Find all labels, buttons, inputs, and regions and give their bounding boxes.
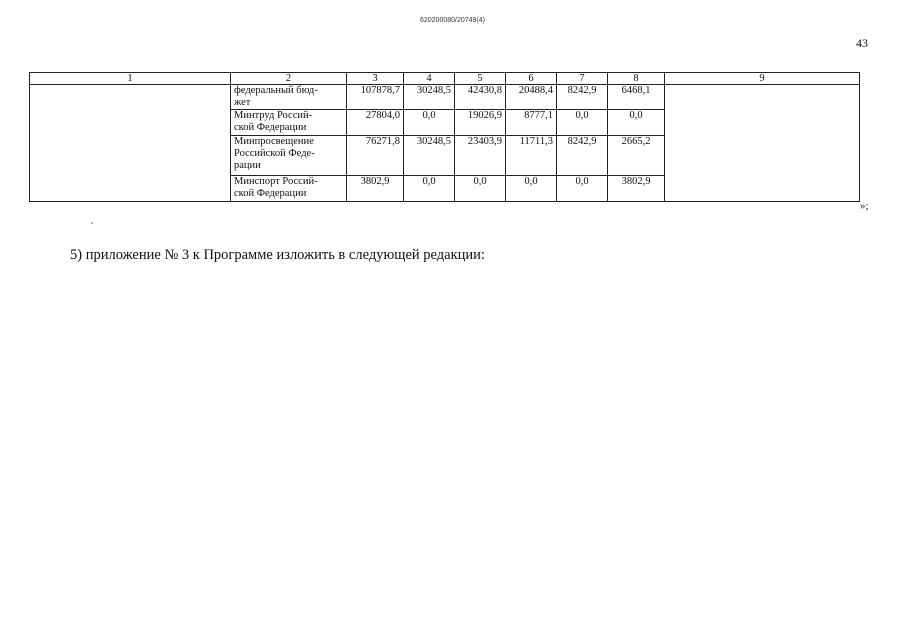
empty-cell: [665, 85, 860, 202]
value-cell: 8242,9: [557, 136, 608, 176]
header-cell: 1: [30, 73, 231, 85]
value-cell: 76271,8: [347, 136, 404, 176]
value-cell: 23403,9: [455, 136, 506, 176]
scan-speck: [91, 222, 93, 224]
row-name-cell: [231, 136, 347, 176]
value-cell: 42430,8: [455, 85, 506, 110]
value-cell: 107878,7: [347, 85, 404, 110]
value-cell: 0,0: [506, 176, 557, 202]
value-cell: 0,0: [404, 176, 455, 202]
name-line: Минтруд Россий-: [234, 110, 313, 121]
value-cell: 20488,4: [506, 85, 557, 110]
header-cell: 2: [231, 73, 347, 85]
value-cell: 6468,1: [608, 85, 665, 110]
header-cell: 5: [455, 73, 506, 85]
row-name-cell: [231, 176, 347, 202]
header-cell: 6: [506, 73, 557, 85]
item-5-paragraph: 5) приложение № 3 к Программе изложить в следующей редакции:: [70, 247, 485, 263]
header-cell: 8: [608, 73, 665, 85]
value-cell: 8242,9: [557, 85, 608, 110]
name-line: Минспорт Россий-: [234, 176, 318, 187]
value-cell: 27804,0: [347, 110, 404, 136]
header-cell: 7: [557, 73, 608, 85]
closing-quote-mark: »;: [860, 200, 869, 212]
row-name-cell: [231, 110, 347, 136]
value-cell: 8777,1: [506, 110, 557, 136]
value-cell: 2665,2: [608, 136, 665, 176]
value-cell: 0,0: [455, 176, 506, 202]
empty-cell: [30, 85, 231, 202]
value-cell: 0,0: [404, 110, 455, 136]
value-cell: 30248,5: [404, 85, 455, 110]
table-header-row: [30, 73, 860, 85]
header-cell: 9: [665, 73, 860, 85]
value-cell: 0,0: [557, 176, 608, 202]
name-line: Российской Феде-: [234, 148, 315, 159]
budget-table: [29, 72, 860, 202]
header-cell: 3: [347, 73, 404, 85]
value-cell: 0,0: [557, 110, 608, 136]
value-cell: 3802,9: [608, 176, 665, 202]
value-cell: 3802,9: [347, 176, 404, 202]
header-cell: 4: [404, 73, 455, 85]
name-line: ской Федерации: [234, 188, 307, 199]
name-line: федеральный бюд-: [234, 85, 318, 96]
name-line: Минпросвещение: [234, 136, 314, 147]
value-cell: 30248,5: [404, 136, 455, 176]
document-id: 620200080/20749(4): [419, 17, 485, 24]
value-cell: 19026,9: [455, 110, 506, 136]
name-line: ской Федерации: [234, 122, 307, 133]
name-line: жет: [234, 97, 251, 108]
table-row: [30, 85, 860, 110]
name-line: рации: [234, 160, 261, 171]
row-name-cell: [231, 85, 347, 110]
value-cell: 11711,3: [506, 136, 557, 176]
value-cell: 0,0: [608, 110, 665, 136]
page-number: 43: [856, 36, 868, 50]
